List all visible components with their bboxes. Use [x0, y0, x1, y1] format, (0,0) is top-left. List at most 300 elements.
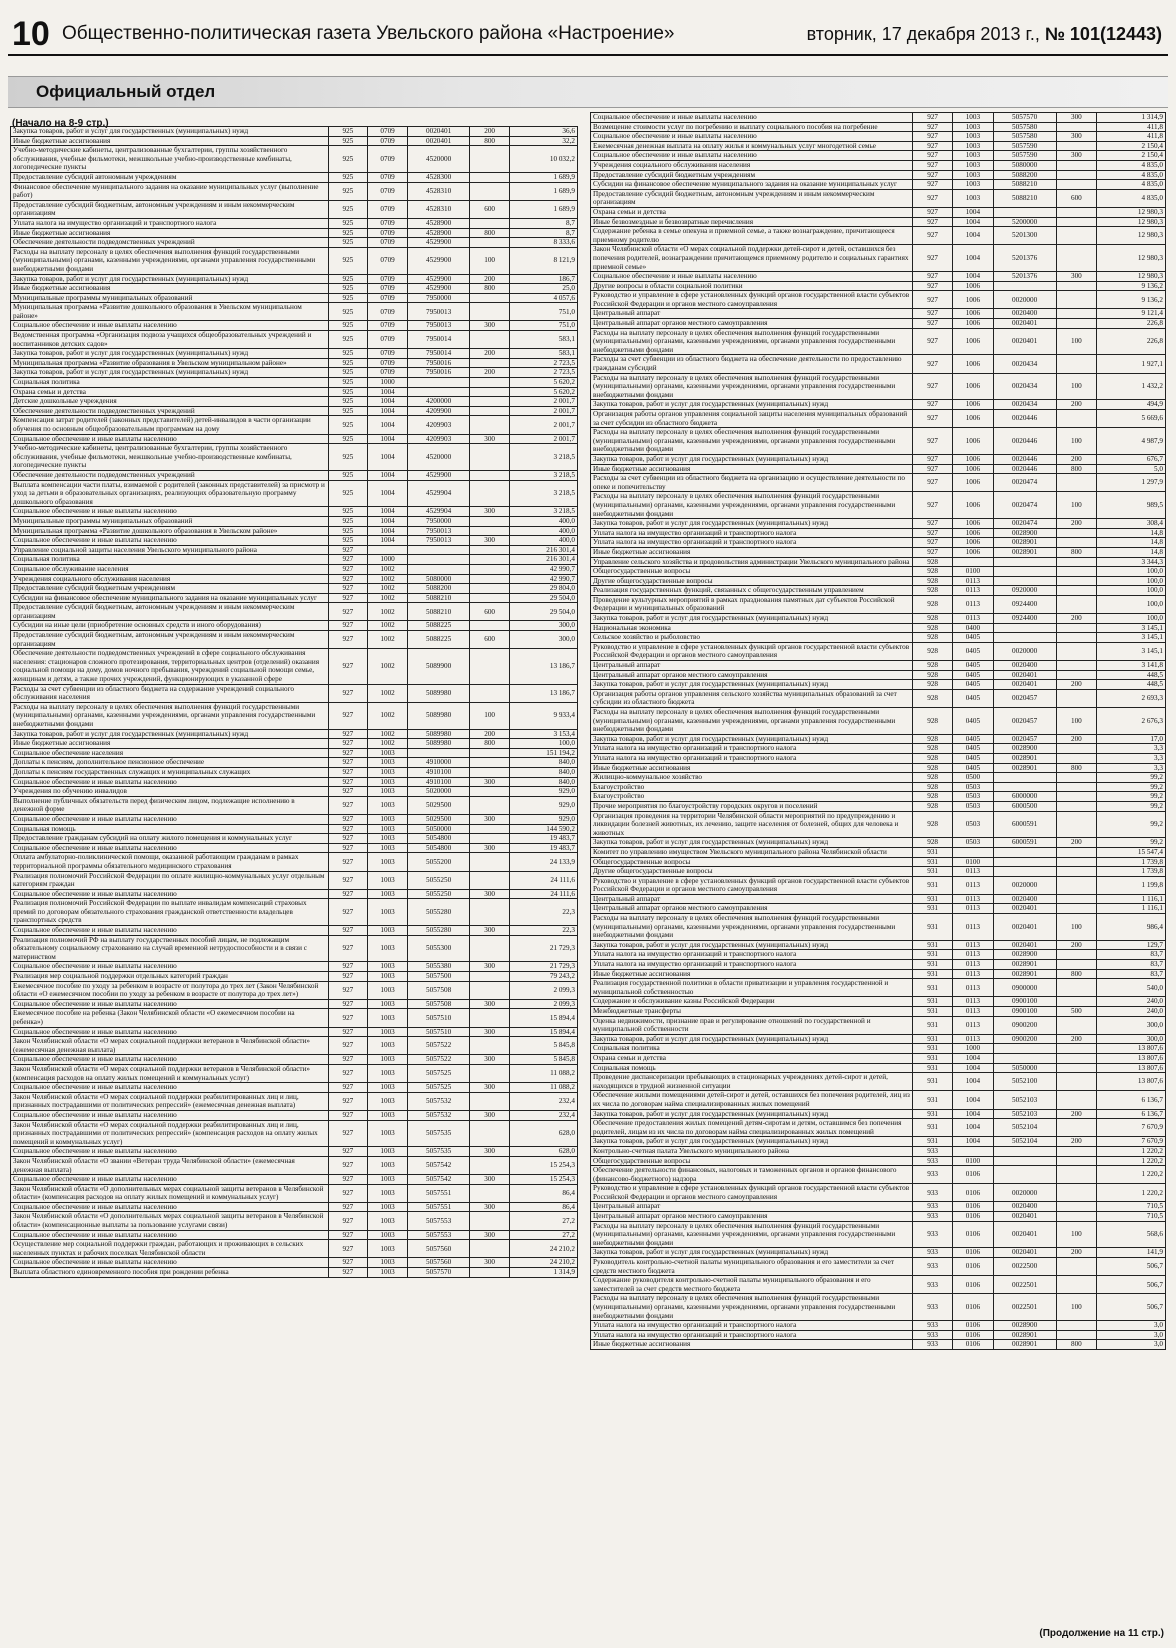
table-row: [591, 567, 1166, 577]
row-label: Проведение культурных мероприятий в рамках празднования памятных дат субъектов Российской Федерации и муниципальных образований: [591, 595, 913, 613]
row-amount: 1 116,1: [1097, 894, 1166, 904]
row-label: Закупка товаров, работ и услуг для государственных (муниципальных) нужд: [11, 349, 329, 359]
row-gr: 927: [913, 217, 953, 227]
row-section: 1002: [368, 593, 408, 603]
row-amount: 3 145,1: [1097, 642, 1166, 660]
row-gr: 931: [913, 969, 953, 979]
row-article: 0020400: [993, 1202, 1056, 1212]
row-label: Организация работы органов управления социальной защиты населения муниципальных образований за счет субсидии из областного бюджета: [591, 410, 913, 428]
table-row: [11, 136, 578, 146]
row-gr: 927: [328, 545, 368, 555]
table-row: [11, 284, 578, 294]
row-article: [407, 545, 469, 555]
row-section: 0100: [953, 567, 993, 577]
row-type: [1056, 792, 1096, 802]
row-section: 0709: [368, 136, 408, 146]
row-article: 5057580: [993, 122, 1056, 132]
row-label: Социальное обеспечение и иные выплаты населению: [11, 1175, 329, 1185]
row-gr: 928: [913, 792, 953, 802]
row-article: 5088200: [993, 170, 1056, 180]
row-label: Иные бюджетные ассигнования: [591, 763, 913, 773]
table-row: [11, 777, 578, 787]
table-row: [591, 1053, 1166, 1063]
row-label: Другие вопросы в области социальной политики: [591, 281, 913, 291]
row-gr: 927: [328, 1240, 368, 1258]
row-gr: 927: [913, 474, 953, 492]
table-row: [591, 1221, 1166, 1248]
row-amount: 15 254,3: [509, 1175, 577, 1185]
row-type: [1056, 586, 1096, 596]
table-row: [11, 603, 578, 621]
row-type: 600: [470, 631, 510, 649]
row-article: 7950013: [407, 526, 469, 536]
section-header: [8, 76, 1168, 108]
row-amount: 12 980,3: [1097, 245, 1166, 272]
row-gr: 931: [913, 1007, 953, 1017]
table-row: [11, 331, 578, 349]
row-type: 100: [1056, 328, 1096, 355]
row-section: 0113: [953, 969, 993, 979]
row-section: 1006: [953, 492, 993, 519]
row-amount: 3 218,5: [509, 444, 577, 471]
row-amount: 27,2: [509, 1230, 577, 1240]
row-gr: 925: [328, 516, 368, 526]
row-article: 5029500: [407, 796, 469, 814]
row-article: 0020000: [993, 642, 1056, 660]
row-gr: 928: [913, 782, 953, 792]
table-row: [11, 200, 578, 218]
row-amount: 5 669,6: [1097, 410, 1166, 428]
row-section: 0113: [953, 960, 993, 970]
row-type: 600: [1056, 189, 1096, 207]
row-amount: 10 032,2: [509, 146, 577, 173]
row-label: Проведение диспансеризации пребывающих в стационарных учреждениях детей-сирот и детей, находящихся в трудной жизненной ситуации: [591, 1073, 913, 1091]
row-article: 5055380: [407, 962, 469, 972]
row-section: [953, 557, 993, 567]
row-amount: 15 547,4: [1097, 847, 1166, 857]
table-row: [591, 1063, 1166, 1073]
row-label: Закупка товаров, работ и услуг для государственных (муниципальных) нужд: [591, 1034, 913, 1044]
row-gr: 927: [328, 1212, 368, 1230]
table-row: [11, 378, 578, 388]
row-type: [1056, 857, 1096, 867]
row-article: 5088225: [407, 621, 469, 631]
row-type: 200: [470, 729, 510, 739]
table-row: [11, 1009, 578, 1027]
row-type: [1056, 633, 1096, 643]
row-section: 1003: [368, 824, 408, 834]
row-amount: 22,3: [509, 926, 577, 936]
row-amount: 2 676,3: [1097, 708, 1166, 735]
row-gr: 928: [913, 689, 953, 707]
row-section: 0113: [953, 940, 993, 950]
row-article: 5057535: [407, 1147, 469, 1157]
row-label: Центральный аппарат: [591, 309, 913, 319]
row-amount: 100,0: [1097, 567, 1166, 577]
row-section: 0113: [953, 950, 993, 960]
row-gr: 927: [328, 1120, 368, 1147]
row-type: [1056, 753, 1096, 763]
table-row: [11, 1055, 578, 1065]
row-article: [407, 748, 469, 758]
row-label: Предоставление гражданам субсидий на оплату жилого помещения и коммунальных услуг: [11, 834, 329, 844]
row-amount: 86,4: [509, 1184, 577, 1202]
row-gr: 927: [913, 328, 953, 355]
table-row: [591, 217, 1166, 227]
row-article: 0020400: [993, 309, 1056, 319]
row-label: Обеспечение деятельности подведомственных учреждений: [11, 238, 329, 248]
row-label: Благоустройство: [591, 782, 913, 792]
row-section: 1003: [368, 1258, 408, 1268]
row-article: 5054800: [407, 843, 469, 853]
row-amount: 151 194,2: [509, 748, 577, 758]
row-label: Содержание и обслуживание казны Российской Федерации: [591, 997, 913, 1007]
row-amount: 27,2: [509, 1212, 577, 1230]
table-row: [11, 621, 578, 631]
row-amount: 300,0: [509, 621, 577, 631]
row-amount: 1 199,8: [1097, 876, 1166, 894]
row-amount: 13 807,6: [1097, 1044, 1166, 1054]
row-label: Жилищно-коммунальное хозяйство: [591, 773, 913, 783]
row-amount: 9 136,2: [1097, 281, 1166, 291]
row-article: 0028901: [993, 538, 1056, 548]
table-row: [591, 207, 1166, 217]
row-label: Учебно-методические кабинеты, централизованные бухгалтерии, группы хозяйственного обслуживания, учебные фильмотеки, межшкольные учебно-производственные комбинаты, логопедические пункты: [11, 146, 329, 173]
row-gr: 928: [913, 680, 953, 690]
row-article: 4209903: [407, 434, 469, 444]
row-gr: 927: [913, 291, 953, 309]
row-section: 1003: [368, 1064, 408, 1082]
row-label: Выполнение публичных обязательств перед физическим лицом, подлежащие исполнению в денежной форме: [11, 796, 329, 814]
row-article: 5080000: [993, 160, 1056, 170]
row-label: Реализация государственных функций, связанных с общегосударственным управлением: [591, 586, 913, 596]
table-row: [591, 170, 1166, 180]
row-gr: 927: [328, 702, 368, 729]
row-type: 500: [1056, 1007, 1096, 1017]
row-section: 0113: [953, 576, 993, 586]
table-row: [11, 1110, 578, 1120]
row-gr: 927: [328, 1184, 368, 1202]
row-section: 0405: [953, 763, 993, 773]
row-section: 1003: [368, 1027, 408, 1037]
row-article: 0028901: [993, 1340, 1056, 1350]
row-type: [1056, 1044, 1096, 1054]
row-section: 0113: [953, 1016, 993, 1034]
row-section: 0405: [953, 633, 993, 643]
table-row: [11, 480, 578, 507]
row-section: 0503: [953, 838, 993, 848]
row-amount: 3,0: [1097, 1321, 1166, 1331]
row-section: 1006: [953, 355, 993, 373]
row-label: Субсидии на финансовое обеспечение муниципального задания на оказание муниципальных услуг: [11, 593, 329, 603]
row-section: 0405: [953, 708, 993, 735]
row-gr: 925: [328, 274, 368, 284]
row-type: [1056, 1330, 1096, 1340]
row-article: 5057580: [993, 132, 1056, 142]
row-label: Иные бюджетные ассигнования: [591, 969, 913, 979]
table-row: [591, 847, 1166, 857]
row-type: [1056, 245, 1096, 272]
row-article: 5088210: [407, 593, 469, 603]
row-amount: 3 344,3: [1097, 557, 1166, 567]
table-row: [11, 1240, 578, 1258]
row-gr: 927: [328, 1156, 368, 1174]
row-type: [470, 303, 510, 321]
row-label: Иные бюджетные ассигнования: [11, 739, 329, 749]
row-label: Предоставление субсидий бюджетным, автономным учреждениям и иным некоммерческим организациям: [591, 189, 913, 207]
row-gr: 927: [328, 621, 368, 631]
row-section: [368, 545, 408, 555]
row-gr: 927: [913, 454, 953, 464]
row-gr: 925: [328, 127, 368, 137]
row-type: [470, 358, 510, 368]
row-label: Доплаты к пенсиям, дополнительное пенсионное обеспечение: [11, 758, 329, 768]
row-article: 0020401: [993, 680, 1056, 690]
row-gr: 928: [913, 623, 953, 633]
table-row: [591, 1184, 1166, 1202]
row-label: Закон Челябинской области «О дополнительных мерах социальной защиты ветеранов в Челябинской области» (компенсация расходов на оплату жилых помещений и коммунальных услуг): [11, 1184, 329, 1202]
row-type: [470, 787, 510, 797]
row-amount: 99,2: [1097, 782, 1166, 792]
row-amount: 24 133,9: [509, 853, 577, 871]
row-article: 0022501: [993, 1294, 1056, 1321]
row-section: 0100: [953, 857, 993, 867]
row-article: [407, 564, 469, 574]
row-section: 0106: [953, 1321, 993, 1331]
row-label: Социальное обеспечение и иные выплаты населению: [11, 1083, 329, 1093]
row-label: Расходы на выплату персоналу в целях обеспечения выполнения функций государственными (муниципальными) органами, казенными учреждениями, органами управления государственными внебюджетными фондами: [591, 708, 913, 735]
row-amount: 13 186,7: [509, 684, 577, 702]
row-amount: 3 141,8: [1097, 661, 1166, 671]
row-type: [1056, 1119, 1096, 1137]
row-article: 0900100: [993, 1007, 1056, 1017]
row-section: 1002: [368, 574, 408, 584]
row-amount: 14,8: [1097, 528, 1166, 538]
table-row: [591, 773, 1166, 783]
row-article: 5052100: [993, 1073, 1056, 1091]
row-article: [407, 555, 469, 565]
row-type: 300: [1056, 132, 1096, 142]
row-amount: 216 301,4: [509, 545, 577, 555]
table-row: [591, 180, 1166, 190]
row-gr: 928: [913, 753, 953, 763]
row-type: [470, 834, 510, 844]
row-amount: 494,9: [1097, 400, 1166, 410]
row-amount: 42 990,7: [509, 564, 577, 574]
row-label: Иные безвозмездные и безвозвратные перечисления: [591, 217, 913, 227]
row-article: 0020401: [993, 328, 1056, 355]
row-gr: 931: [913, 960, 953, 970]
row-amount: 13 807,6: [1097, 1053, 1166, 1063]
row-gr: 927: [328, 1230, 368, 1240]
row-section: 1004: [953, 1109, 993, 1119]
table-row: [591, 151, 1166, 161]
row-type: 300: [470, 1083, 510, 1093]
row-gr: 927: [913, 113, 953, 123]
row-article: [993, 1156, 1056, 1166]
masthead: [8, 14, 1168, 56]
row-gr: 927: [328, 853, 368, 871]
row-type: 100: [1056, 914, 1096, 941]
row-label: Руководитель контрольно-счетной палаты муниципального образования и его заместители за счет средств местного бюджета: [591, 1258, 913, 1276]
row-article: [993, 576, 1056, 586]
row-label: Социальное обеспечение и иные выплаты населению: [11, 1230, 329, 1240]
row-type: [470, 899, 510, 926]
table-row: [11, 434, 578, 444]
row-gr: 927: [913, 400, 953, 410]
row-type: [470, 748, 510, 758]
row-section: 1006: [953, 373, 993, 400]
table-row: [11, 358, 578, 368]
row-section: 1003: [368, 1175, 408, 1185]
row-type: [470, 1184, 510, 1202]
row-label: Социальное обеспечение и иные выплаты населению: [11, 777, 329, 787]
continuation-note: (Начало на 8-9 стр.): [12, 118, 109, 129]
row-label: Реализация мер социальной поддержки отдельных категорий граждан: [11, 972, 329, 982]
row-type: [470, 853, 510, 871]
table-row: [11, 293, 578, 303]
row-label: Обеспечение предоставления жилых помещений детям-сиротам и детям, оставшимся без попечения родителей, лицам из их числа по договорам найма специализированных жилых помещений: [591, 1119, 913, 1137]
row-type: [470, 574, 510, 584]
row-gr: 931: [913, 857, 953, 867]
row-article: 0020000: [993, 876, 1056, 894]
table-row: [11, 146, 578, 173]
row-gr: 931: [913, 904, 953, 914]
row-gr: 927: [913, 528, 953, 538]
row-article: 0020400: [993, 661, 1056, 671]
row-gr: 928: [913, 595, 953, 613]
row-article: 5088210: [993, 189, 1056, 207]
row-gr: 925: [328, 434, 368, 444]
row-type: 200: [1056, 838, 1096, 848]
row-label: Руководство и управление в сфере установленных функций органов государственной власти субъектов Российской Федерации и органов местного самоуправления: [591, 1184, 913, 1202]
row-section: 0709: [368, 146, 408, 173]
row-article: 0020401: [993, 914, 1056, 941]
row-label: Расходы за счет субвенции из областного бюджета на содержание учреждений социального обслуживания населения: [11, 684, 329, 702]
row-section: 0405: [953, 689, 993, 707]
table-row: [591, 132, 1166, 142]
row-label: Комитет по управлению имуществом Увельского муниципального района Челябинской области: [591, 847, 913, 857]
row-section: 0405: [953, 680, 993, 690]
row-article: 4529900: [407, 284, 469, 294]
row-amount: 99,2: [1097, 811, 1166, 838]
row-type: [1056, 1321, 1096, 1331]
row-article: 0900200: [993, 1034, 1056, 1044]
row-type: [1056, 1276, 1096, 1294]
table-row: [11, 172, 578, 182]
row-type: [470, 406, 510, 416]
row-type: [1056, 979, 1096, 997]
row-article: 5052104: [993, 1119, 1056, 1137]
row-section: 1003: [368, 1092, 408, 1110]
row-gr: 928: [913, 801, 953, 811]
table-row: [11, 1064, 578, 1082]
row-article: 5089980: [407, 702, 469, 729]
row-amount: 9 121,4: [1097, 309, 1166, 319]
row-article: [993, 867, 1056, 877]
table-row: [591, 1212, 1166, 1222]
row-label: Общегосударственные вопросы: [591, 567, 913, 577]
table-row: [591, 1044, 1166, 1054]
row-amount: 840,0: [509, 777, 577, 787]
table-row: [11, 545, 578, 555]
page-number: 10: [12, 15, 50, 53]
table-row: [591, 319, 1166, 329]
row-label: Центральный аппарат органов местного самоуправления: [591, 319, 913, 329]
row-amount: 3,0: [1097, 1330, 1166, 1340]
row-section: 0709: [368, 331, 408, 349]
table-row: [11, 748, 578, 758]
row-gr: 928: [913, 557, 953, 567]
table-row: [591, 792, 1166, 802]
row-article: 5089980: [407, 739, 469, 749]
row-gr: 927: [328, 871, 368, 889]
row-type: [1056, 1212, 1096, 1222]
row-type: 300: [470, 999, 510, 1009]
row-type: 100: [1056, 373, 1096, 400]
row-article: 7950000: [407, 516, 469, 526]
row-section: 1002: [368, 702, 408, 729]
row-label: Руководство и управление в сфере установленных функций органов государственной власти субъектов Российской Федерации и органов местного самоуправления: [591, 291, 913, 309]
row-label: Социальное обеспечение и иные выплаты населению: [11, 814, 329, 824]
row-amount: 1 116,1: [1097, 904, 1166, 914]
row-type: 300: [470, 1055, 510, 1065]
row-amount: 3 218,5: [509, 470, 577, 480]
row-label: Расходы на выплату персоналу в целях обеспечения выполнения функций государственными (муниципальными) органами, казенными учреждениями, органами управления государственными внебюджетными фондами: [591, 492, 913, 519]
row-gr: 927: [328, 824, 368, 834]
table-row: [591, 960, 1166, 970]
row-gr: 931: [913, 867, 953, 877]
table-row: [591, 1007, 1166, 1017]
row-gr: 931: [913, 876, 953, 894]
row-gr: 927: [328, 1037, 368, 1055]
row-label: Расходы на выплату персоналу в целях обеспечения выполнения функций государственными (муниципальными) органами, казенными учреждениями, органами управления государственными внебюджетными фондами: [591, 1221, 913, 1248]
row-type: [1056, 876, 1096, 894]
row-amount: 710,5: [1097, 1212, 1166, 1222]
table-row: [591, 428, 1166, 455]
row-label: Центральный аппарат: [591, 1202, 913, 1212]
row-label: Руководство и управление в сфере установленных функций органов государственной власти субъектов Российской Федерации и органов местного самоуправления: [591, 876, 913, 894]
row-label: Закупка товаров, работ и услуг для государственных (муниципальных) нужд: [591, 680, 913, 690]
row-label: Межбюджетные трансферты: [591, 1007, 913, 1017]
row-gr: 925: [328, 416, 368, 434]
table-row: [591, 838, 1166, 848]
table-row: [591, 689, 1166, 707]
table-row: [11, 470, 578, 480]
row-type: [1056, 773, 1096, 783]
row-gr: 933: [913, 1146, 953, 1156]
row-amount: 9 933,4: [509, 702, 577, 729]
row-article: [993, 1053, 1056, 1063]
row-section: 0106: [953, 1340, 993, 1350]
row-type: 300: [1056, 272, 1096, 282]
row-amount: 4 987,9: [1097, 428, 1166, 455]
row-article: 4200000: [407, 397, 469, 407]
row-article: 4209903: [407, 416, 469, 434]
row-article: 6000591: [993, 838, 1056, 848]
row-section: 1003: [953, 132, 993, 142]
row-section: 0405: [953, 753, 993, 763]
row-amount: 986,4: [1097, 914, 1166, 941]
row-label: Закон Челябинской области «О мерах социальной поддержки ветеранов в Челябинской области» (ежемесячная денежная выплата): [11, 1037, 329, 1055]
row-section: 1003: [953, 113, 993, 123]
row-gr: 927: [913, 272, 953, 282]
row-type: 300: [470, 777, 510, 787]
row-section: 1006: [953, 281, 993, 291]
row-amount: 216 301,4: [509, 555, 577, 565]
row-amount: 99,2: [1097, 792, 1166, 802]
row-label: Социальное обеспечение и иные выплаты населению: [591, 151, 913, 161]
